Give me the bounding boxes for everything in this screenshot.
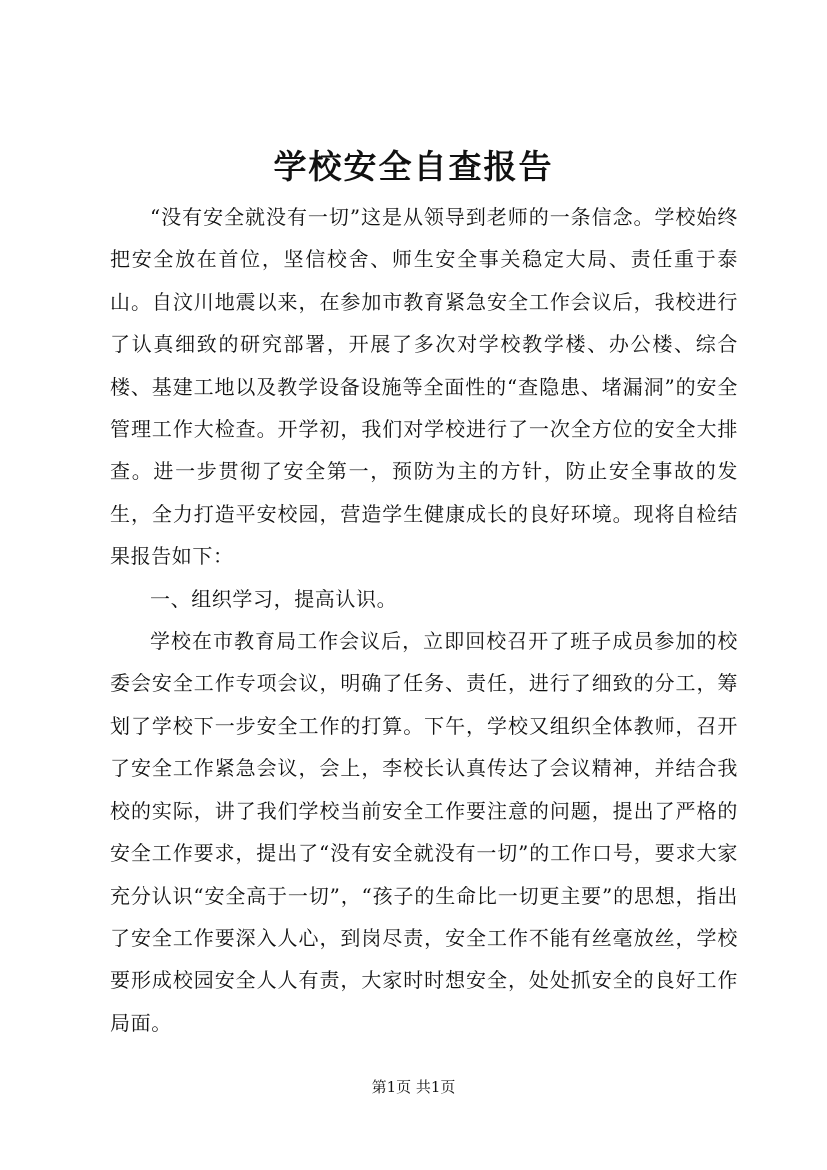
section-heading: 一、组织学习，提高认识。	[150, 586, 398, 611]
document-body	[110, 196, 738, 1044]
document-title: 学校安全自查报告	[273, 147, 554, 186]
paragraph-section-one: 学校在市教育局工作会议后，立即回校召开了班子成员参加的校委会安全工作专项会议，明确了任务、责任，进行了细致的分工，筹划了学校下一步安全工作的打算。下午，学校又组织全体教师，召开了安全工作紧急会议，会上，李校长认真传达了会议精神，并结合我校的实际，讲了我们学校当前安全工作要注意的问题，提出了严格的安全工作要求，提出了“没有安全就没有一切”的工作口号，要求大家充分认识“安全高于一切”，“孩子的生命比一切更主要”的思想，指出了安全工作要深入人心，到岗尽责，安全工作不能有丝毫放丝，学校要形成校园安全人人有责，大家时时想安全，处处抓安全的良好工作局面。	[110, 629, 738, 1035]
paragraph-intro: “没有安全就没有一切”这是从领导到老师的一条信念。学校始终把安全放在首位，坚信校舍、师生安全事关稳定大局、责任重于泰山。自汶川地震以来，在参加市教育紧急安全工作会议后，我校进行了认真细致的研究部署，开展了多次对学校教学楼、办公楼、综合楼、基建工地以及教学设备设施等全面性的“查隐患、堵漏洞”的安全管理工作大检查。开学初，我们对学校进行了一次全方位的安全大排查。进一步贯彻了安全第一，预防为主的方针，防止安全事故的发生，全力打造平安校园，营造学生健康成长的良好环境。现将自检结果报告如下：	[110, 205, 738, 569]
page-footer: 第1页 共1页	[371, 1078, 456, 1096]
